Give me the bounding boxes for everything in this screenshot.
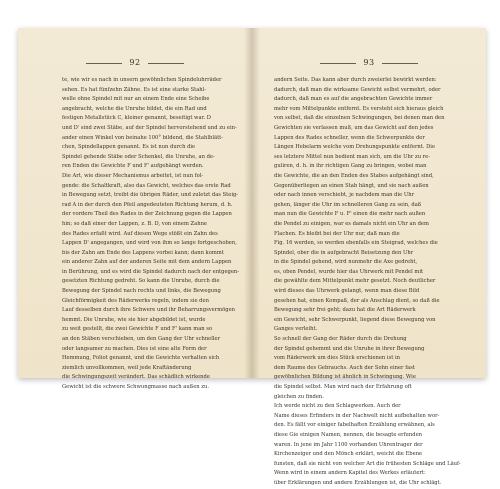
text-line: hin; so daß einer der Lappen, z. B. D, von einem Zahne: [62, 220, 207, 227]
text-line: gehen, länger die Uhr im schnelleren Gang zu sein, daß: [274, 201, 422, 208]
text-line: gende: die Schaltkraft, also das Gewicht, welches das erste Rad: [62, 182, 231, 189]
text-line: Bewegung sehr frei geht; dazu hat die Art Räderwerk: [274, 307, 416, 314]
text-line: oder nach innen verschiebt, je nachdem man die Uhr: [274, 192, 415, 199]
text-line: Lappen des Rades schneller, wenn die Schwerpunkte der: [274, 134, 425, 141]
text-line: funsten, daß sie nicht von welcher Art die frühesten Schläge und Läuf-: [274, 460, 461, 467]
right-page-text: [274, 76, 461, 489]
text-line: gesetzten Richtung gedreht. So kann die Unruhe, durch die: [62, 278, 220, 285]
text-line: an den Stäben verschieben, um den Gang der Uhr schneller: [62, 336, 221, 343]
left-page-number: 92: [129, 58, 141, 67]
text-line: in die Spindel gehend, wird nunmehr die Axe gedreht,: [274, 259, 418, 266]
text-line: Hemmung, Foliot genannt, und die Gewichte verhalten sich: [62, 355, 220, 362]
text-line: sehen. Es hat fünfzehn Zähne. Es ist eine starke Stahl-: [62, 86, 207, 93]
text-line: andern Seite. Das kann aber durch zweierlei bewirkt werden:: [274, 77, 437, 83]
text-line: über Erklärungen und andere Erzählungen ist, die Uhr schlägt.: [274, 479, 442, 486]
text-line: welle ohne Spindel mit nur an einem Ende eine Scheibe: [62, 96, 210, 103]
text-line: festigen Metallstück C, kleiner genannt, beseitigt war. D: [62, 115, 211, 122]
text-line: hemmt. Die Unruhe, wie sie hier abgebildet ist, wurde: [62, 316, 206, 323]
text-line: Fig. 16 werden, so werden ebenfalls ein Steigrad, welches die: [274, 240, 438, 247]
header-rule: [86, 63, 122, 64]
text-line: dadurch, daß man die wirksame Gewicht selbst vermehrt, oder: [274, 86, 441, 93]
left-page: [18, 28, 252, 390]
header-rule: [320, 63, 356, 64]
text-line: chen, Spindellappen genannt. Es ist nun durch die: [62, 144, 196, 151]
text-line: Bewegung der Spindel nach rechts und links, die Bewegung: [62, 288, 221, 295]
right-page-number: 93: [363, 58, 375, 67]
text-line: die gewählte dem Mittelpunkt mehr gesetzt. Noch deutlicher: [274, 278, 436, 285]
text-line: Lappen D' angegangen, und wird von ihm so lange fortgeschoben,: [62, 240, 237, 247]
text-line: Lauf desselben durch ihre Schwere und ihr Beharrungsvermögen: [62, 307, 235, 314]
text-line: gewöhnlichen Bildung ist ähnlich in Schwingung. Wie: [274, 374, 416, 381]
text-line: Gleichförmigkeit des Räderwerks regeln, indem sie den: [62, 297, 209, 304]
text-line: dem Raume des Gebrauchs. Auch der Sohn einer fast: [274, 364, 415, 371]
text-line: Gewicht ist die schwere Schwungmasse nach außen zu.: [62, 384, 209, 390]
header-rule: [148, 63, 184, 64]
text-line: gleichen zu finden.: [274, 393, 324, 400]
text-line: man nun die Gewichte F u. F' einen die mehr nach außen: [274, 211, 426, 218]
text-line: Gegenüberliegen an einen Stab hängt, und sie nach außen: [274, 182, 429, 189]
text-line: Gewichten sie verlassen muß, um das Gewicht auf den jedes: [274, 124, 434, 131]
text-line: der vordere Theil des Rades in der Zeichnung gegen die Lappen: [62, 211, 232, 218]
text-line: oder langsamer zu machen. Dies ist eine alte Form der: [62, 345, 207, 352]
left-page-text: [62, 76, 239, 393]
text-line: die Spindel selbst. Man wird nach der Erfahrung oft: [274, 384, 412, 390]
text-line: den. Es fällt vor einiger fabelhaften Erzählung erwähnen, als: [274, 422, 435, 429]
text-line: bis der Zahn am Ende des Lappens vorbei kann; dann kommt: [62, 249, 224, 256]
text-line: ein anderer Zahn auf der anderen Seite mit dem andern Lappen: [62, 259, 232, 266]
text-line: waren. In jene im Jahr 1100 vorhanden Uhrentrager der: [274, 441, 423, 448]
text-line: von selbst, daß die einzelnen Schwingungen, bei denen man den: [274, 115, 445, 122]
text-line: wird dieses das Uhrwerk gelangt, wenn man diese Bild: [274, 288, 420, 295]
text-line: Name dieses Erfinders in der Nachwelt nicht aufbehalten wor-: [274, 412, 440, 419]
text-line: die Schwingungszeit verändert. Das schädlich wirkende: [62, 374, 210, 381]
text-line: te, wie wir es nach in unsern gewöhnlichen Spindeluhrräder: [62, 77, 222, 83]
text-line: die Pendel zu einigen, war es damals nicht ein Uhr an dem: [274, 220, 429, 227]
text-line: Ganges verleiht.: [274, 326, 318, 333]
text-line: angebracht, welche die Unruhe bildet, die ein Rad und: [62, 105, 207, 112]
text-line: Spindel gehende Stäbe oder Schenkel, die Unruhe, an de-: [62, 153, 215, 160]
right-page: [252, 28, 486, 486]
text-line: diese Gie einigen Namen, nennen, die besagte erfunden: [274, 431, 422, 438]
text-line: in Bewegung setzt, treibt die übrigen Räder, und zuletzt das Steig-: [62, 192, 239, 199]
book-gutter: [244, 28, 260, 378]
text-line: rad A in der durch den Pfeil angedeuteten Richtung herum, d. h.: [62, 201, 233, 208]
text-line: die Gewichte, die an den Enden des Stabes aufgehängt sind,: [274, 172, 434, 179]
text-line: Flachen. Es bleibt bei der Uhr nur, daß man die: [274, 230, 400, 237]
text-line: Längen Hebelarm welche vom Drehungspunkte entfernt. Die: [274, 144, 436, 151]
text-line: der Spindel gehemmt und die Unruhe in ihrer Bewegung: [274, 345, 425, 352]
text-line: ziemlich unvollkommen, weil jede Kraftänderung: [62, 364, 192, 371]
text-line: und D' sind zwei Stäbe, auf der Spindel hervorstehend und zu ein-: [62, 124, 237, 131]
text-line: So schnell der Gang der Räder durch die Drehung: [274, 336, 407, 343]
text-line: dadurch, daß man es auf die angebrachten Gewichte immer: [274, 96, 433, 103]
text-line: gesehen hat, einen Kompaß, der als Anschlag dient, so daß die: [274, 297, 440, 304]
text-line: Die Art, wie dieser Mechanismus arbeitet, ist nun fol-: [62, 172, 204, 179]
header-rule: [382, 63, 418, 64]
text-line: in Berührung, und es wird die Spindel dadurch nach der entgegen-: [62, 268, 239, 275]
text-line: vom Räderwerk um dies Stück erschienen ist in: [274, 355, 400, 362]
left-page-header: [18, 58, 252, 67]
text-line: ein Gewicht, sehr Schwerpunkt, liegend diese Bewegung von: [274, 316, 436, 323]
text-line: ren Enden die Gewichte F und F' aufgehängt werden.: [62, 163, 204, 170]
text-line: guliren, d. h. in ihr richtigen Gang zu bringen, wobei man: [274, 163, 427, 170]
text-line: ander einen Winkel von beinahe 100° bildend, die Stahlblätt-: [62, 134, 223, 141]
open-book: [18, 28, 486, 486]
right-page-header: [252, 58, 486, 67]
text-line: Kirchenzeiger und den Mönch erklärt, weicht die Ebene: [274, 451, 423, 458]
text-line: des Rades erfaßt wird. Auf diesen Wege stößt ein Zahn des: [62, 230, 218, 237]
text-line: ses letztere Mittel nun bedient man sich, um die Uhr zu re-: [274, 153, 430, 160]
text-line: Spindel, ober die in aufgebracht Beisetzung den Uhr: [274, 249, 414, 256]
text-line: mehr vom Mittelpunkte entfernt. Es versteht sich hieraus gleich: [274, 105, 444, 112]
text-line: Wenn wird in einem andern Kapitel des Werkes erläutert:: [274, 470, 426, 477]
text-line: Ich werde nicht zu den Schlagwerken. Auch der: [274, 403, 401, 410]
text-line: zu weit gestellt, die zwei Gewichte F und F' kann man so: [62, 326, 213, 333]
text-line: es, oben Pendel, wurde hier das Uhrwerk mit Pendel mit: [274, 268, 424, 275]
